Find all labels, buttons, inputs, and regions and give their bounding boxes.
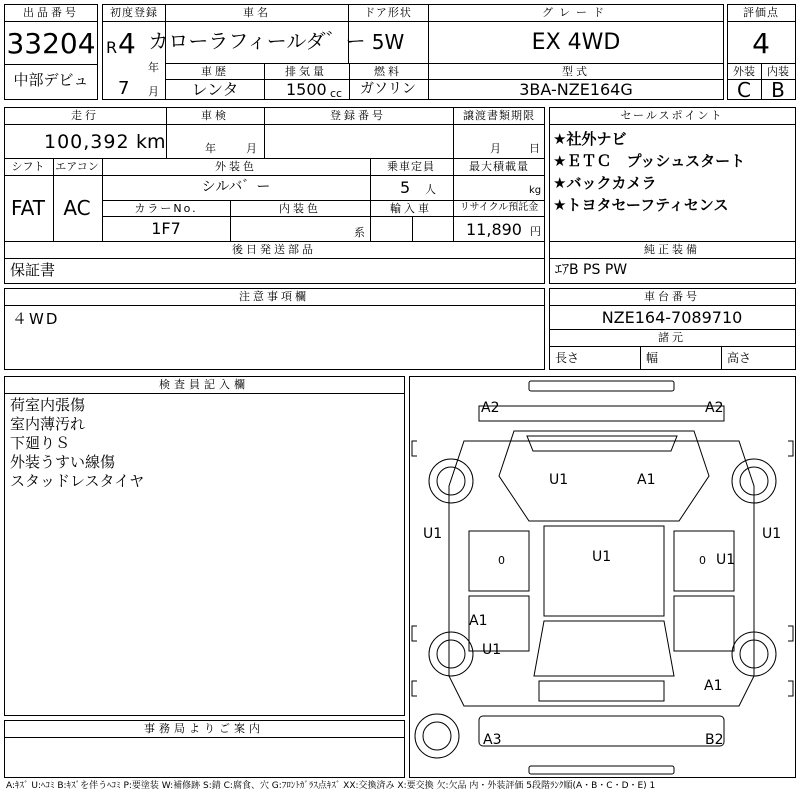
chassis-value: NZE164-7089710 (601, 308, 743, 327)
interior-value: B (771, 78, 785, 102)
name-label: 車名 (243, 6, 271, 19)
grade-label: グレード (542, 6, 610, 19)
diagram-rear-glass (534, 621, 674, 676)
month: 7 (118, 78, 130, 99)
vehicle-diagram (409, 376, 796, 778)
diagram-spare-wheel (423, 722, 451, 750)
mark-zero-left: 0 (498, 554, 505, 567)
load-label: 最大積載量 (469, 160, 529, 173)
year-unit: 年 (148, 61, 159, 74)
damage-legend: A:ｷｽﾞ U:ﾍｺﾐ B:ｷｽﾞを伴うﾍｺﾐ P:要塗装 W:補修跡 S:錆 C:腐食、穴 G:ﾌﾛﾝﾄｶﾞﾗｽ点ｷｽﾞ XX:交換済み X:要交換 欠:欠品 内・外装評価 5段階ﾗﾝｸ順(A・B・C・D・E) 1 (6, 781, 656, 791)
mark-u1-right-fender: U1 (762, 526, 782, 542)
color-label: 外装色 (215, 160, 257, 173)
inspector-note: 室内薄汚れ (10, 415, 86, 433)
regnum-label: 登録番号 (330, 109, 386, 122)
inspector-note: 荷室内張傷 (10, 396, 86, 414)
sales-points (553, 128, 745, 216)
inspection-label: 車検 (201, 109, 229, 122)
sales-point: ★社外ナビ (553, 130, 627, 148)
recycle-unit: 円 (530, 225, 541, 238)
office-label: 事務局よりご案内 (144, 722, 264, 735)
mark-a1-hood: A1 (637, 472, 656, 488)
mark-a1-right-quarter: A1 (704, 678, 723, 694)
diagram-front-bumper (529, 381, 674, 391)
diagram-body (449, 441, 754, 706)
displacement-value: 1500 (286, 80, 327, 99)
score-label: 評価点 (743, 6, 779, 19)
mark-a2-right: A2 (705, 400, 724, 416)
mileage-label: 走行 (71, 109, 99, 122)
mark-a3-rear-left: A3 (483, 732, 502, 748)
mark-u1-roof: U1 (592, 549, 612, 565)
fuel-label: 燃料 (374, 65, 402, 78)
capacity-unit: 人 (425, 183, 436, 196)
transfer-day-unit: 日 (529, 142, 540, 155)
mark-b2-rear-right: B2 (705, 732, 724, 748)
sales-point: ★バックカメラ (553, 174, 657, 192)
month-unit: 月 (148, 85, 159, 98)
mileage-unit: km (136, 131, 166, 153)
sales-label: セールスポイント (620, 109, 724, 122)
inspector-note: 外装うすい線傷 (10, 453, 116, 471)
interior-label: 内装 (767, 65, 789, 78)
lot-number: 33204 (6, 27, 96, 60)
inspector-notes (10, 396, 144, 491)
recycle-label: リサイクル預託金 (459, 202, 539, 213)
caution-value: ４WD (12, 310, 60, 328)
fuel-value: ガソリン (360, 81, 416, 97)
mark-u1-right-door: U1 (716, 552, 736, 568)
colorno-value: 1F7 (151, 219, 181, 238)
mark-u1-left-rear: U1 (482, 642, 502, 658)
mark-a1-left-rear-door: A1 (469, 613, 488, 629)
sales-point: ★トヨタセーフティセンス (553, 196, 729, 214)
length-label: 長さ (555, 351, 580, 365)
displacement-unit: cc (330, 87, 343, 100)
ac-value: AC (63, 196, 91, 220)
equip-label: 純正装備 (644, 243, 700, 256)
diagram-roof (544, 526, 664, 616)
model-label: 型式 (562, 65, 590, 78)
model-value: 3BA-NZE164G (519, 80, 633, 99)
displacement-label: 排気量 (285, 65, 327, 78)
capacity-value: 5 (400, 178, 411, 197)
history-value: レンタ (191, 80, 239, 99)
transfer-label: 譲渡書類期限 (463, 109, 535, 122)
diagram-spare-wheel (415, 714, 459, 758)
diagram-right-rear-door (674, 596, 734, 651)
score-value: 4 (752, 27, 770, 60)
capacity-label: 乗車定員 (387, 160, 435, 173)
import-label: 輸入車 (390, 202, 432, 215)
chassis-label: 車台番号 (644, 290, 700, 303)
diagram-rear-step (529, 766, 674, 774)
width-label: 幅 (646, 351, 659, 365)
equip-value: ｴｱB PS PW (555, 262, 628, 278)
exterior-label: 外装 (733, 65, 755, 78)
ac-label: エアコン (55, 160, 99, 173)
mark-zero-right: 0 (699, 554, 706, 567)
height-label: 高さ (727, 351, 752, 365)
door-label: ドア形状 (364, 6, 412, 19)
diagram-wheel (429, 632, 473, 676)
transfer-month-unit: 月 (490, 142, 501, 155)
later-label: 後日発送部品 (232, 243, 316, 256)
intcolor-unit: 系 (354, 226, 365, 239)
diagram-tailgate (539, 681, 664, 701)
load-unit: kg (529, 185, 542, 196)
door-value: 5W (371, 30, 405, 54)
inspector-note: スタッドレスタイヤ (10, 472, 145, 490)
lot-label: 出品番号 (23, 6, 79, 19)
recycle-value: 11,890 (466, 220, 522, 239)
era-year: 4 (118, 27, 136, 60)
inspector-label: 検査員記入欄 (159, 378, 249, 391)
mark-u1-left-fender: U1 (423, 526, 443, 542)
debut-note: 中部デビュ (13, 71, 89, 89)
dims-label: 諸元 (658, 331, 686, 344)
caution-label: 注意事項欄 (239, 290, 309, 303)
inspection-month-unit: 月 (246, 142, 257, 155)
first-reg-label: 初度登録 (110, 6, 158, 19)
inspector-note: 下廻りＳ (10, 434, 71, 452)
diagram-wheel (437, 640, 465, 668)
diagram-windshield (527, 436, 677, 451)
history-label: 車歴 (201, 65, 229, 78)
diagram-front-panel (479, 406, 724, 421)
era: R (106, 38, 118, 57)
mark-a2-left: A2 (481, 400, 500, 416)
mark-u1-hood: U1 (549, 472, 569, 488)
intcolor-label: 内装色 (279, 202, 321, 215)
colorno-label: カラーNo. (134, 202, 198, 215)
exterior-value: C (737, 78, 751, 102)
inspection-year-unit: 年 (205, 142, 216, 155)
later-value: 保証書 (10, 261, 56, 279)
shift-value: FAT (10, 196, 46, 220)
mileage-value: 100,392 (44, 131, 130, 153)
grade-value: EX 4WD (531, 30, 621, 55)
color-value: シルバ゛ー (201, 179, 271, 195)
diagram-rear-bumper (479, 716, 724, 746)
car-name: カローラフィールダ゛ー (148, 29, 366, 53)
shift-label: シフト (11, 160, 45, 173)
sales-point: ★ＥＴＣ プッシュスタート (553, 152, 746, 170)
